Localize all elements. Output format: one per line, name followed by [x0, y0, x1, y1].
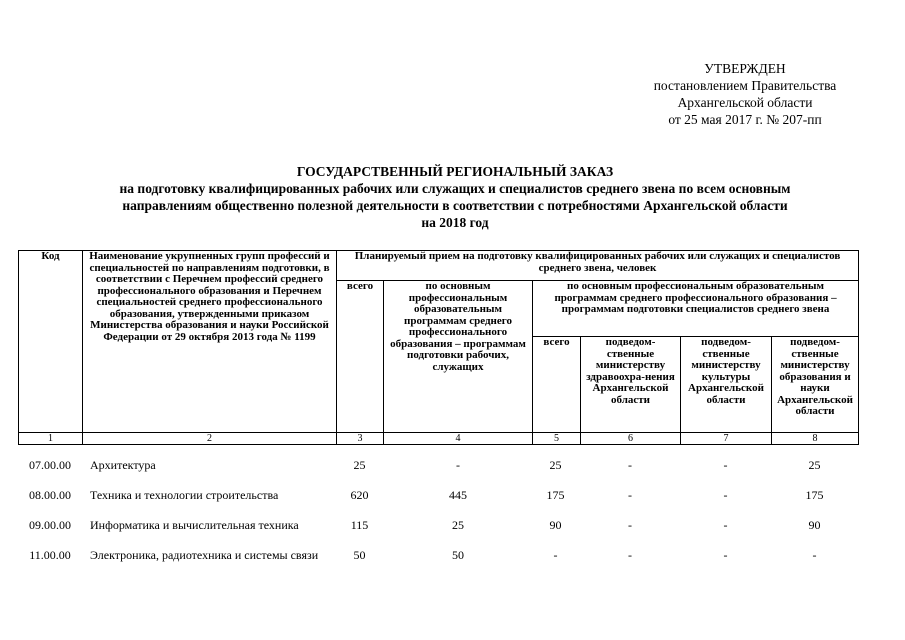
row-name: Архитектура — [90, 458, 156, 472]
document-title — [60, 163, 850, 231]
row-education: - — [812, 548, 817, 562]
column-number: 3 — [337, 433, 384, 445]
row-code: 09.00.00 — [29, 518, 71, 532]
table-body — [18, 458, 858, 588]
row-workers: 445 — [449, 488, 467, 502]
row-culture: - — [723, 548, 728, 562]
row-code: 08.00.00 — [29, 488, 71, 502]
row-name: Техника и технологии строительства — [90, 488, 279, 502]
table-row — [18, 488, 858, 518]
header-culture: подведом-ственные министерству культуры Архангельской области — [681, 337, 772, 433]
table-row — [18, 548, 858, 588]
row-workers: - — [456, 458, 460, 472]
row-total: 620 — [350, 488, 369, 502]
header-spec-total: всего — [533, 337, 581, 433]
row-name: Электроника, радиотехника и системы связи — [90, 548, 319, 562]
row-health: - — [628, 548, 632, 562]
header-planned: Планируемый прием на подготовку квалифицированных рабочих или служащих и специалистов среднего звена, человек — [337, 251, 859, 281]
row-code: 07.00.00 — [29, 458, 71, 472]
row-health: - — [628, 458, 632, 472]
table-row — [18, 458, 858, 488]
row-spec-total: - — [553, 548, 558, 562]
row-spec-total: 90 — [549, 518, 562, 532]
title-line-3: направлениям общественно полезной деятельности в соответствии с потребностями Архангельской области — [122, 198, 788, 213]
row-name: Информатика и вычислительная техника — [90, 518, 299, 532]
header-education: подведом-ственные министерству образования и науки Архангельской области — [772, 337, 859, 433]
header-code: Код — [19, 251, 83, 433]
approval-line-date: от 25 мая 2017 г. № 207-пп — [668, 112, 822, 127]
header-name: Наименование укрупненных групп профессий и специальностей по направлениям подготовки, в соответствии с Перечнем профессий среднего профессионального образования и Перечнем специальностей среднего профессионального образования, утвержденными приказом Министерства образования и науки Российской Федерации от 29 октября 2013 года № 1199 — [83, 251, 337, 433]
row-culture: - — [723, 458, 728, 472]
row-code: 11.00.00 — [29, 548, 71, 562]
column-number: 8 — [772, 433, 859, 445]
row-spec-total: 25 — [549, 458, 562, 472]
row-health: - — [628, 488, 632, 502]
header-total: всего — [337, 281, 384, 433]
row-spec-total: 175 — [546, 488, 565, 502]
row-culture: - — [723, 518, 728, 532]
column-numbers-row — [19, 433, 859, 445]
approval-line-approved: УТВЕРЖДЕН — [704, 61, 786, 76]
column-number: 5 — [533, 433, 581, 445]
row-health: - — [628, 518, 632, 532]
column-number: 7 — [681, 433, 772, 445]
approval-line-decree: постановлением Правительства — [653, 78, 837, 93]
column-number: 4 — [384, 433, 533, 445]
header-workers-programs: по основным профессиональным образовательным программам среднего профессионального образования – программам подготовки рабочих, служащих — [384, 281, 533, 433]
row-total: 25 — [353, 458, 366, 472]
approval-block — [620, 60, 870, 128]
row-total: 50 — [353, 548, 366, 562]
row-education: 175 — [805, 488, 824, 502]
row-workers: 50 — [452, 548, 464, 562]
header-specialists-programs: по основным профессиональным образовательным программам среднего профессионального образования – программам подготовки специалистов среднего звена — [533, 281, 859, 337]
title-line-2: на подготовку квалифицированных рабочих или служащих и специалистов среднего звена по всем основным — [119, 181, 791, 196]
header-health: подведом-ственные министерству здравоохра-нения Архангельской области — [581, 337, 681, 433]
row-workers: 25 — [452, 518, 464, 532]
row-total: 115 — [350, 518, 369, 532]
row-culture: - — [723, 488, 728, 502]
approval-line-region: Архангельской области — [677, 95, 813, 110]
title-line-1: ГОСУДАРСТВЕННЫЙ РЕГИОНАЛЬНЫЙ ЗАКАЗ — [296, 164, 614, 179]
column-number: 2 — [83, 433, 337, 445]
table-header — [18, 250, 859, 445]
table-row — [18, 518, 858, 548]
title-line-4: на 2018 год — [421, 215, 489, 230]
column-number: 1 — [19, 433, 83, 445]
row-education: 90 — [808, 518, 821, 532]
column-number: 6 — [581, 433, 681, 445]
row-education: 25 — [808, 458, 821, 472]
